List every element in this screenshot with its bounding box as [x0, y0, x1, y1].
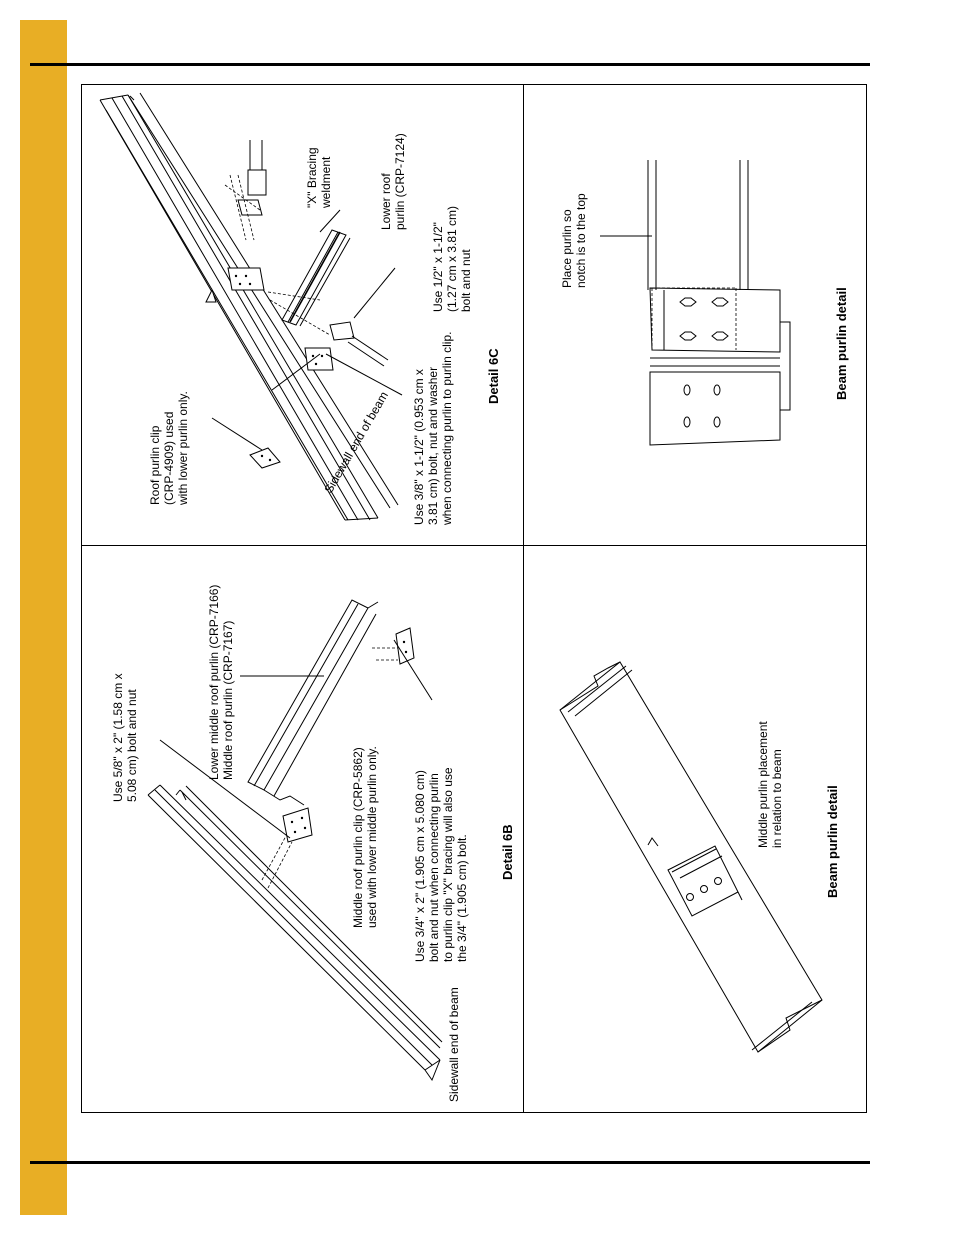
svg-text:Lower middle roof purlin (CRP-: [207, 585, 235, 780]
lower-purlin-label-2: purlin (CRP-7124): [393, 133, 407, 230]
detail-6c-caption: Detail 6C: [486, 348, 501, 404]
bolt-12-label-1: Use 1/2" x 1-1/2": [431, 222, 445, 312]
bolt-34-label-2: bolt and nut when connecting purlin: [427, 773, 441, 962]
detail-6b-drawing: [111, 585, 515, 1102]
purlin-label-2: Middle roof purlin (CRP-7167): [221, 620, 235, 780]
svg-text:Place purlin sonotch is to the: [560, 193, 588, 288]
roof-clip-label-1: Roof purlin clip: [148, 425, 162, 505]
bolt-34-label-3: to purlin clip "X" bracing will also use: [441, 767, 455, 962]
beam-detail-left-caption: Beam purlin detail: [825, 785, 840, 898]
detail-6b-caption: Detail 6B: [500, 824, 515, 880]
clip-label-2: used with lower middle purlin only.: [365, 746, 379, 928]
bolt-58-label-2: 5.08 cm) bolt and nut: [125, 689, 139, 802]
bolt-38-label-3: when connecting purlin to purlin clip.: [440, 331, 454, 525]
roof-clip-label-2: (CRP-4909) used: [162, 411, 176, 505]
bolt-58-label-1: Use 5/8" x 2" (1.58 cm x: [111, 673, 125, 802]
sidewall-label-6c: Sidewall end of beam: [321, 389, 391, 496]
beam-detail-left-drawing: [560, 662, 840, 1052]
x-bracing-label-2: weldment: [319, 156, 333, 208]
svg-text:Middle purlin placementin rela: [756, 721, 784, 848]
bolt-38-label-1: Use 3/8" x 1-1/2" (0.953 cm x: [412, 369, 426, 525]
clip-label-1: Middle roof purlin clip (CRP-5862): [351, 747, 365, 928]
purlin-label-1: Lower middle roof purlin (CRP-7166): [207, 584, 221, 780]
svg-text:Use 1/2" x 1-1/2"(1.27 cm x 3.: [431, 206, 473, 312]
x-bracing-label-1: "X" Bracing: [305, 147, 319, 208]
svg-text:Lower roofpurlin (CRP-7124): [379, 133, 407, 230]
beam-detail-right-drawing: [560, 160, 849, 445]
notch-label-2: notch is to the top: [574, 193, 588, 288]
bolt-34-label-1: Use 3/4" x 2" (1.905 cm x 5.080 cm): [413, 770, 427, 962]
svg-text:Use 3/8" x 1-1/2" (0.953 cm x3: [412, 332, 454, 526]
svg-text:Use 3/4" x 2" (1.905 cm x 5.08: [413, 767, 469, 962]
placement-label-1: Middle purlin placement: [756, 721, 770, 848]
detail-6c-drawing: [100, 93, 501, 526]
svg-text:"X" Bracingweldment: [305, 147, 333, 209]
svg-text:Roof purlin clip(CRP-4909) use: [148, 391, 190, 506]
bolt-12-label-2: (1.27 cm x 3.81 cm): [445, 205, 459, 312]
placement-label-2: in relation to beam: [770, 749, 784, 848]
sidewall-label-6b: Sidewall end of beam: [447, 987, 461, 1102]
bolt-12-label-3: bolt and nut: [459, 249, 473, 312]
beam-detail-right-caption: Beam purlin detail: [834, 287, 849, 400]
bolt-38-label-2: 3.81 cm) bolt, nut and washer: [426, 366, 440, 525]
lower-purlin-label-1: Lower roof: [379, 173, 393, 230]
notch-label-1: Place purlin so: [560, 209, 574, 288]
roof-clip-label-3: with lower purlin only.: [176, 391, 190, 505]
svg-text:Use 5/8" x 2" (1.58 cm x5.08 c: [111, 673, 139, 802]
bolt-34-label-4: the 3/4" (1.905 cm) bolt.: [455, 834, 469, 962]
svg-text:Middle roof purlin clip (CRP-5: [351, 746, 379, 928]
